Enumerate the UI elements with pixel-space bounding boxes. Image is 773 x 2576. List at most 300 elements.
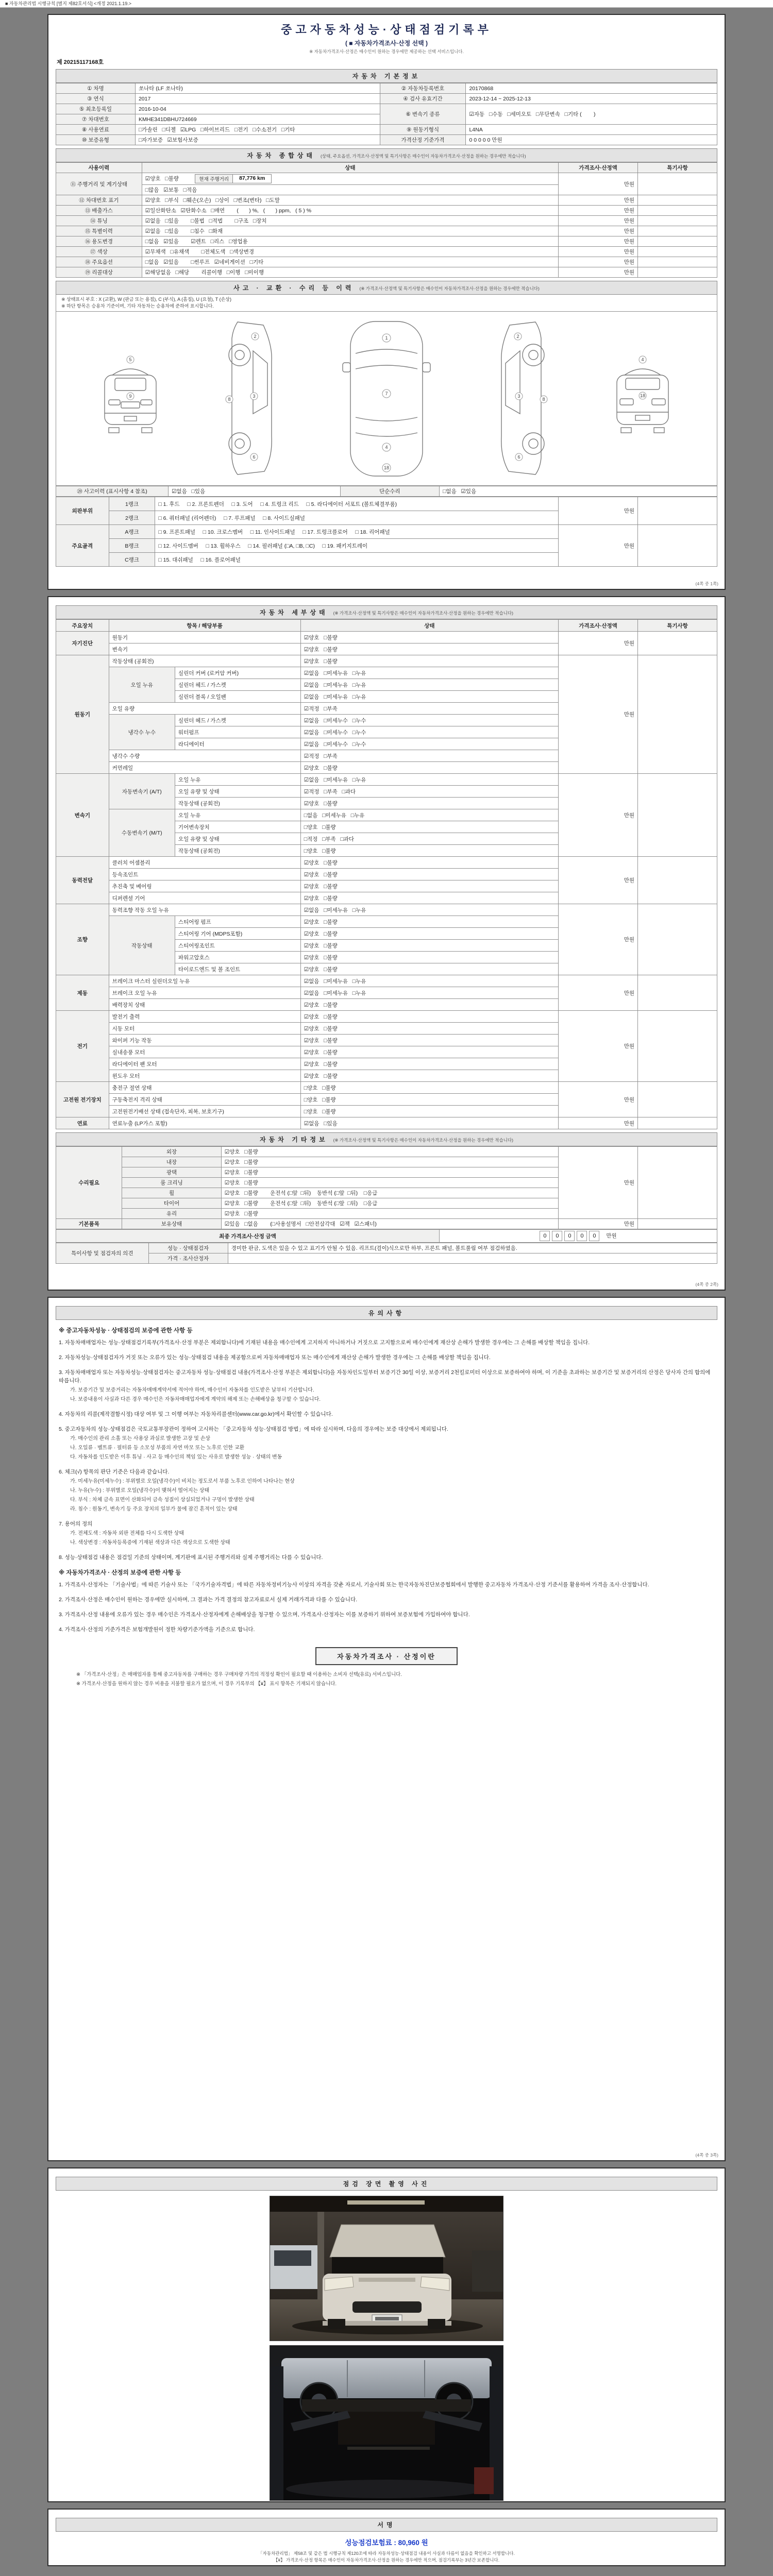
checkbox-state-cell[interactable]: ☑양호 □불량 <box>300 940 558 952</box>
checkbox-state-cell[interactable]: ☑양호 □불량 현재 주행거리 87,776 km <box>142 173 558 185</box>
document-subtitle: ( ■ 자동차가격조사·산정 선택 ) <box>345 40 428 47</box>
final-amount-value <box>440 1230 717 1243</box>
basic-field-value: KMHE341DBHU724669 <box>135 114 380 125</box>
item-label: 오일 유량 및 상태 <box>175 833 300 845</box>
notice-text: 7. 용어의 정의 <box>59 1521 93 1527</box>
item-label: 파워고압호스 <box>175 952 300 963</box>
form-page-photos <box>47 2167 726 2502</box>
document-header <box>56 20 717 55</box>
price-cell: 만원 <box>559 525 638 567</box>
notice-text: 2. 가격조사·산정은 매수인이 원하는 경우에만 실시하며, 그 결과는 가격 결정의 참고자료로서 실제 거래가격과 다를 수 있습니다. <box>59 1597 358 1603</box>
checkbox-state-cell[interactable]: □양호 □불량 <box>300 1106 558 1117</box>
notice-text: 6. 체크(√) 항목의 판단 기준은 다음과 같습니다. <box>59 1469 170 1475</box>
item-label: 구동축전지 격리 상태 <box>109 1094 300 1106</box>
svg-text:1: 1 <box>385 335 388 341</box>
item-label: 고전원전기배선 상태 (접속단자, 피복, 보호기구) <box>109 1106 300 1117</box>
basic-field-label: 가격산정 기준가격 <box>380 135 466 145</box>
accident-history-checkboxes[interactable]: ☑없음 □있음 <box>169 486 341 497</box>
notice-item <box>59 1581 714 1589</box>
appraiser-comment <box>228 1253 717 1264</box>
car-rear-view-diagram <box>604 352 681 445</box>
usage-item-label: ⑮ 특별이력 <box>56 226 142 236</box>
checkbox-state-cell[interactable]: ☑적정 □부족 <box>300 703 558 715</box>
column-header: 특기사항 <box>638 620 717 632</box>
checkbox-state-cell[interactable]: ☑없음 □미세누수 □누수 <box>300 726 558 738</box>
odometer-label: 현재 주행거리 <box>195 175 233 183</box>
notice-section-2 <box>56 1568 717 1634</box>
basic-field-value: 2023-12-14 ~ 2025-12-13 <box>466 94 717 104</box>
usage-item-label: ⑰ 색상 <box>56 247 142 257</box>
section-title-basic-info: 자동차 기본정보 <box>56 69 717 83</box>
notice-text: 3. 자동차매매업자 또는 자동차성능·상태점검자는 중고자동차 성능·상태점검 내용(가격조사·산정 부분은 제외합니다)을 자동차인도일부터 보증기간 30일 이상, 보증거리 2천킬로미터 이상으로 보증하여야 하며, 이 기준을 초과하는 보증기간 및 보증거리의 산정은 당사자 간의 합의에 따릅니다. <box>59 1369 711 1384</box>
panel-category-label: 주요골격 <box>56 525 109 567</box>
price-cell: 만원 <box>559 904 638 975</box>
notice-item <box>59 1520 714 1547</box>
checkbox-state-cell[interactable]: □적정 □부족 □과다 <box>300 833 558 845</box>
form-page-notices <box>47 1297 726 2161</box>
checkbox-state-cell[interactable]: ☑양호 □불량 <box>221 1167 558 1178</box>
section-title-etc: 자동차 기타정보 (※ 가격조사·산정액 및 특기사항은 매수인이 자동차가격조사·산정을 원하는 경우에만 적습니다) <box>56 1132 717 1146</box>
item-label: 오일 유량 <box>109 703 300 715</box>
accident-history-label: ⑳ 사고이력 (표시사항 4 참조) <box>56 486 169 497</box>
svg-text:2: 2 <box>254 333 257 339</box>
checkbox-state-cell[interactable]: ☑적정 □부족 <box>300 750 558 762</box>
item-label: 휠 <box>122 1188 221 1198</box>
column-header: 특기사항 <box>638 163 717 173</box>
section-title-detail: 자동차 세부상태 (※ 가격조사·산정액 및 특기사항은 매수인이 자동차가격조사·산정을 원하는 경우에만 적습니다) <box>56 605 717 619</box>
svg-text:8: 8 <box>542 396 545 402</box>
checkbox-state-cell[interactable]: ☑없음 □미세누수 □누수 <box>300 715 558 726</box>
remark-cell <box>638 632 717 655</box>
item-label: 타이어 <box>122 1198 221 1209</box>
remark-cell <box>638 1219 717 1229</box>
checkbox-state-cell[interactable]: □양호 □불량 <box>300 1082 558 1094</box>
item-label: 디퍼렌셜 기어 <box>109 892 300 904</box>
checkbox-state-cell[interactable]: ☑양호 □불량 <box>300 632 558 643</box>
notice-text: 1. 가격조사·산정자는 「기술사법」에 따른 기술사 또는 「국가기술자격법」에 따른 자동차정비기능사 이상의 자격을 갖춘 자로서, 기술사회 또는 한국자동차진단보증협회에서 발행한 중고자동차 가격조사·산정 기준서를 활용하여 가격을 조사·산정합니다. <box>59 1582 649 1588</box>
notice-item <box>59 1425 714 1461</box>
notice-subtext: 라. 침수 : 원동기, 변속기 등 주요 장치의 일부가 물에 잠긴 흔적이 있는 상태 <box>70 1506 238 1512</box>
price-cell: 만원 <box>559 1082 638 1117</box>
accident-note: (※ 가격조사·산정액 및 특기사항은 매수인이 자동차가격조사·산정을 원하는 경우에만 적습니다) <box>359 286 540 291</box>
checkbox-state-cell[interactable]: ☑양호 □불량 <box>300 857 558 869</box>
panel-checkbox-cell[interactable]: □ 9. 프론트패널 □ 10. 크로스멤버 □ 11. 인사이드패널 □ 17. 트렁크플로어 □ 18. 리어패널 <box>155 525 559 539</box>
basic-field-label: ⑧ 사용연료 <box>56 125 136 135</box>
form-page-1 <box>47 14 726 590</box>
item-label: 오일 누유 <box>175 809 300 821</box>
checkbox-state-cell[interactable]: ☑없음 □미세누유 □누유 <box>300 691 558 703</box>
etc-group-label: 수리필요 <box>56 1147 122 1219</box>
remark-cell <box>638 857 717 904</box>
column-header: 주요장치 <box>56 620 109 632</box>
basic-field-label: ⑦ 차대번호 <box>56 114 136 125</box>
notice-item <box>59 1625 714 1634</box>
basic-field-value: 0 0 0 0 0 만원 <box>466 135 717 145</box>
item-label: 오일 누유 <box>175 774 300 786</box>
checkbox-state-cell[interactable]: □양호 □불량 <box>300 845 558 857</box>
checkbox-state-cell[interactable]: ☑없음 □미세누유 □누유 <box>300 975 558 987</box>
remark-cell <box>638 236 717 247</box>
checkbox-state-cell[interactable]: ☑양호 □불량 <box>221 1157 558 1167</box>
signature-statement-1: 「자동차관리법」 제58조 및 같은 법 시행규칙 제120조에 따라 자동차성능·상태점검 내용이 사실과 다름이 없음을 확인하고 서명합니다. <box>258 2551 515 2556</box>
damage-code-legend-line1: ※ 상태표시 부호 : X (교환), W (판금 또는 용접), C (부식), A (흠집), U (요철), T (손상) <box>61 297 231 302</box>
basic-field-label: ⑤ 최초등록일 <box>56 104 136 114</box>
checkbox-state-cell[interactable]: ☑없음 □미세누유 □누유 <box>300 904 558 916</box>
device-group-label: 동력전달 <box>56 857 109 904</box>
item-label: 실린더 블록 / 오일팬 <box>175 691 300 703</box>
price-survey-box-notes <box>56 1671 717 1688</box>
checkbox-state-cell[interactable]: ☑무채색 □유채색 □전체도색 □색상변경 <box>142 247 558 257</box>
device-group-label: 원동기 <box>56 655 109 774</box>
notice-item <box>59 1468 714 1513</box>
notice-item <box>59 1553 714 1562</box>
amount-digit: 0 <box>577 1231 587 1241</box>
column-header: 상태 <box>142 163 558 173</box>
checkbox-state-cell[interactable]: ☑없음 □미세누수 □누수 <box>300 738 558 750</box>
svg-text:7: 7 <box>385 391 388 396</box>
item-label: 브레이크 오일 누유 <box>109 987 300 999</box>
checkbox-state-cell[interactable]: ☑양호 □불량 <box>300 999 558 1011</box>
simple-repair-label: 단순수리 <box>340 486 439 497</box>
checkbox-state-cell[interactable]: ☑양호 □불량 <box>300 762 558 774</box>
page-footer-1: (4쪽 중 1쪽) <box>695 581 718 586</box>
checkbox-state-cell[interactable]: ☑양호 □불량 <box>300 1070 558 1082</box>
item-label: 유리 <box>122 1209 221 1219</box>
remark-cell <box>638 1147 717 1219</box>
notice-subtext: 나. 누유(누수) : 부위별로 오일(냉각수)이 맺혀서 떨어지는 상태 <box>70 1488 210 1494</box>
basic-field-label: ① 차명 <box>56 83 136 94</box>
checkbox-state-cell[interactable]: □많음 ☑보통 □적음 <box>142 185 558 195</box>
checkbox-state-cell[interactable]: ☑양호 □불량 <box>300 963 558 975</box>
checkbox-state-cell[interactable]: ☑있음 □없음 (□사용설명서 □안전삼각대 ☑잭 ☑스패너) <box>221 1219 558 1229</box>
checkbox-state-cell[interactable]: ☑양호 □불량 <box>300 643 558 655</box>
column-header: 사용이력 <box>56 163 142 173</box>
page-footer-3: (4쪽 중 3쪽) <box>695 2153 718 2158</box>
amount-digit: 0 <box>552 1231 562 1241</box>
checkbox-state-cell[interactable]: ☑일산화탄소 ☑탄화수소 □매연 ( ) %, ( ) ppm, ( 5 ) % <box>142 206 558 216</box>
remark-cell <box>638 216 717 226</box>
price-cell: 만원 <box>559 216 638 226</box>
device-group-label: 제동 <box>56 975 109 1011</box>
inspector-opinion-table <box>56 1243 717 1264</box>
price-cell: 만원 <box>559 257 638 267</box>
item-label: 브레이크 마스터 실린더오일 누유 <box>109 975 300 987</box>
checkbox-state-cell[interactable]: ☑해당없음 □해당 리콜이행 □이행 □미이행 <box>142 267 558 278</box>
remark-cell <box>638 173 717 195</box>
item-label: 내장 <box>122 1157 221 1167</box>
price-cell: 만원 <box>559 497 638 525</box>
detail-condition-table <box>56 619 717 1129</box>
etc-note: (※ 가격조사·산정액 및 특기사항은 매수인이 자동차가격조사·산정을 원하는 경우에만 적습니다) <box>333 1138 513 1143</box>
car-right-side-diagram <box>493 314 552 484</box>
rank-label: B랭크 <box>109 539 155 553</box>
checkbox-state-cell[interactable]: ☑없음 □있음 □불법 □적법 □구조 □장치 <box>142 216 558 226</box>
checkbox-state-cell[interactable]: ☑양호 □불량 <box>300 655 558 667</box>
checkbox-state-cell[interactable]: ☑양호 □불량 <box>300 1046 558 1058</box>
item-label: 워터펌프 <box>175 726 300 738</box>
section-title-signature: 서명 <box>56 2518 717 2532</box>
remark-cell <box>638 226 717 236</box>
checkbox-state-cell[interactable]: ☑양호 □불량 <box>300 928 558 940</box>
device-group-label: 전기 <box>56 1011 109 1082</box>
amount-digit: 0 <box>564 1231 575 1241</box>
simple-repair-checkboxes[interactable]: □없음 ☑있음 <box>440 486 717 497</box>
device-group-label: 고전원 전기장치 <box>56 1082 109 1117</box>
usage-item-label: ⑫ 차대번호 표기 <box>56 195 142 206</box>
checkbox-state-cell[interactable]: ☑양호 □불량 <box>300 1023 558 1035</box>
checkbox-state-cell[interactable]: ☑양호 □불량 <box>300 1035 558 1046</box>
checkbox-state-cell[interactable]: ☑양호 □불량 운전석 (□앞 □뒤) 동반석 (□앞 □뒤) □응급 <box>221 1198 558 1209</box>
price-cell: 만원 <box>559 206 638 216</box>
basic-field-value: 20170868 <box>466 83 717 94</box>
checkbox-state-cell[interactable]: ☑없음 □미세누유 □누유 <box>300 667 558 679</box>
rank-label: C랭크 <box>109 553 155 567</box>
detail-note: (※ 가격조사·산정액 및 특기사항은 매수인이 자동차가격조사·산정을 원하는 경우에만 적습니다) <box>333 611 513 616</box>
remark-cell <box>638 497 717 525</box>
svg-text:4: 4 <box>385 444 388 450</box>
page-footer-2: (4쪽 중 2쪽) <box>695 1282 718 1287</box>
notice-subtext: 다. 부식 : 차체 금속 표면이 산화되어 금속 성질이 상실되었거나 구멍이 발생한 상태 <box>70 1497 255 1503</box>
price-cell: 만원 <box>559 247 638 257</box>
checkbox-state-cell[interactable]: ☑양호 □불량 운전석 (□앞 □뒤) 동반석 (□앞 □뒤) □응급 <box>221 1188 558 1198</box>
item-label: 발전기 출력 <box>109 1011 300 1023</box>
item-label: 변속기 <box>109 643 300 655</box>
item-label: 작동상태 (공회전) <box>175 798 300 809</box>
notice-text: 1. 자동차매매업자는 성능·상태점검기록부(가격조사·산정 부분은 제외합니다)에 기재된 내용을 매수인에게 고지하지 아니하거나 거짓으로 고지함으로써 매수인에게 재산상 손해가 발생한 경우에는 그 손해를 배상할 책임을 집니다. <box>59 1340 590 1346</box>
panel-checkbox-cell[interactable]: □ 6. 쿼터패널 (리어펜더) □ 7. 루프패널 □ 8. 사이드실패널 <box>155 511 559 525</box>
checkbox-state-cell[interactable]: ☑없음 □미세누유 □누유 <box>300 774 558 786</box>
svg-text:4: 4 <box>641 357 644 362</box>
notice-text: 5. 중고자동차의 성능·상태점검은 국토교통부장관이 정하여 고시하는 「중고자동차 성능·상태점검 방법」에 따라 실시하며, 다음의 경우에는 보증 대상에서 제외됩니다. <box>59 1426 448 1432</box>
car-top-view-diagram <box>332 315 441 482</box>
item-label: 실린더 헤드 / 가스켓 <box>175 715 300 726</box>
usage-item-label: ⑲ 리콜대상 <box>56 267 142 278</box>
notice-subtext: 나. 오일류 · 벨트류 · 필터류 등 소모성 부품의 자연 마모 또는 노후로 인한 교환 <box>70 1445 245 1451</box>
checkbox-state-cell[interactable]: ☑적정 □부족 □과다 <box>300 786 558 798</box>
notice-subtext: 가. 전체도색 : 자동차 외판 전체를 다시 도색한 상태 <box>70 1531 184 1536</box>
notice-text: 2. 자동차성능·상태점검자가 거짓 또는 오류가 있는 성능·상태점검 내용을 제공함으로써 자동차매매업자 또는 매수인에게 재산상 손해가 발생한 경우에는 그 손해를 배상할 책임을 집니다. <box>59 1354 491 1361</box>
price-cell: 만원 <box>559 774 638 857</box>
price-cell: 만원 <box>559 1219 638 1229</box>
notice-section-1-items <box>59 1338 714 1562</box>
rank-label: 2랭크 <box>109 511 155 525</box>
checkbox-state-cell[interactable]: ☑양호 □부식 □훼손(오손) □상이 □변조(변타) □도말 <box>142 195 558 206</box>
basic-info-table <box>56 83 717 145</box>
device-group-label: 자기진단 <box>56 632 109 655</box>
sub-group-label: 작동상태 <box>109 916 175 975</box>
item-label: 기어변속장치 <box>175 821 300 833</box>
panel-category-label: 외판부위 <box>56 497 109 525</box>
item-label: 윈도우 모터 <box>109 1070 300 1082</box>
checkbox-state-cell[interactable]: ☑양호 □불량 <box>300 880 558 892</box>
item-label: 룸 크리닝 <box>122 1178 221 1188</box>
remark-cell <box>638 774 717 857</box>
checkbox-state-cell[interactable]: ☑양호 □불량 <box>300 1011 558 1023</box>
form-page-2 <box>47 596 726 1291</box>
column-header: 가격조사·산정액 <box>559 620 638 632</box>
basic-field-value[interactable]: □가솔린 □디젤 ☑LPG □하이브리드 □전기 □수소전기 □기타 <box>135 125 380 135</box>
notice-item <box>59 1338 714 1347</box>
checkbox-state-cell[interactable]: ☑양호 □불량 <box>300 1058 558 1070</box>
item-label: 커먼레일 <box>109 762 300 774</box>
notice-subtext: 가. 매수인의 관리 소홀 또는 사용상 과실로 발생한 고장 및 손상 <box>70 1436 211 1442</box>
checkbox-state-cell[interactable]: ☑양호 □불량 <box>221 1147 558 1157</box>
svg-text:3: 3 <box>253 393 256 399</box>
item-label: 라디에이터 <box>175 738 300 750</box>
checkbox-state-cell[interactable]: ☑양호 □불량 <box>300 916 558 928</box>
notice-text: 4. 가격조사·산정의 기준가격은 보험개발원이 정한 차량기준가액을 기준으로 합니다. <box>59 1626 255 1633</box>
notice-item <box>59 1596 714 1604</box>
final-amount-label: 최종 가격조사·산정 금액 <box>56 1230 440 1243</box>
svg-text:3: 3 <box>517 393 520 399</box>
svg-text:18: 18 <box>640 393 646 398</box>
device-group-label: 조향 <box>56 904 109 975</box>
inspection-photo-underbody <box>270 2345 503 2501</box>
amount-digit: 0 <box>589 1231 599 1241</box>
notice-item <box>59 1353 714 1362</box>
item-label: 실린더 커버 (로커암 커버) <box>175 667 300 679</box>
item-label: 실린더 헤드 / 가스켓 <box>175 679 300 691</box>
panel-rank-table <box>56 497 717 567</box>
basic-field-value: 2017 <box>135 94 380 104</box>
basic-field-label: ⑩ 보증유형 <box>56 135 136 145</box>
odometer-value: 87,776 km <box>239 175 265 181</box>
sub-group-label: 자동변속기 (A/T) <box>109 774 175 809</box>
price-survey-note: ※ 「가격조사·산정」은 매매업자를 통해 중고자동차를 구매하는 경우 구매차량 가격의 적정성 확인이 필요할 때 이용하는 소비자 선택(유료) 서비스입니다. <box>76 1672 402 1677</box>
price-cell: 만원 <box>559 195 638 206</box>
price-cell: 만원 <box>559 857 638 904</box>
item-label: 등속조인트 <box>109 869 300 880</box>
section-title-photos: 점검 장면 촬영 사진 <box>56 2177 717 2191</box>
notice-subtext: 나. 색상변경 : 자동차등록증에 기재된 색상과 다른 색상으로 도색한 상태 <box>70 1540 230 1546</box>
checkbox-state-cell[interactable]: □없음 □미세누유 □누유 <box>300 809 558 821</box>
item-label: 배력장치 상태 <box>109 999 300 1011</box>
device-group-label: 연료 <box>56 1117 109 1129</box>
svg-text:8: 8 <box>228 396 231 402</box>
price-cell: 만원 <box>559 1147 638 1219</box>
section-title-notices: 유의사항 <box>56 1306 717 1320</box>
checkbox-state-cell[interactable]: ☑없음 □있음 <box>300 1117 558 1129</box>
notice-item <box>59 1611 714 1619</box>
checkbox-state-cell[interactable]: ☑양호 □불량 <box>300 892 558 904</box>
price-cell: 만원 <box>559 1011 638 1082</box>
price-cell: 만원 <box>559 267 638 278</box>
checkbox-state-cell[interactable]: ☑없음 □미세누유 □누유 <box>300 679 558 691</box>
item-label: 작동상태 (공회전) <box>175 845 300 857</box>
notice-subtext: 가. 미세누유(미세누수) : 부위별로 오일(냉각수)이 비치는 정도로서 부품 노후로 인하여 나타나는 현상 <box>70 1479 295 1484</box>
sub-group-label: 오일 누유 <box>109 667 175 703</box>
notice-section-2-items <box>59 1581 714 1634</box>
price-cell: 만원 <box>559 632 638 655</box>
odometer-box <box>195 174 272 183</box>
checkbox-state-cell[interactable]: ☑없음 □있음 □침수 □화재 <box>142 226 558 236</box>
notice-text: 4. 자동차의 리콜(제작결함시정) 대상 여부 및 그 이행 여부는 자동차리콜센터(www.car.go.kr)에서 확인할 수 있습니다. <box>59 1411 333 1417</box>
basic-field-value: L4NA <box>466 125 717 135</box>
svg-text:5: 5 <box>129 357 132 362</box>
checkbox-state-cell[interactable]: ☑양호 □불량 <box>221 1209 558 1219</box>
remark-cell <box>638 904 717 975</box>
car-left-side-diagram <box>221 314 280 484</box>
svg-text:6: 6 <box>253 454 256 460</box>
panel-checkbox-cell[interactable]: □ 12. 사이드멤버 □ 13. 휠하우스 □ 14. 필러패널 (□A, □B, □C) □ 19. 패키지트레이 <box>155 539 559 553</box>
item-label: 충전구 절연 상태 <box>109 1082 300 1094</box>
checkbox-state-cell[interactable]: □양호 □불량 <box>300 1094 558 1106</box>
inspection-photo-front <box>270 2196 503 2341</box>
sub-group-label: 냉각수 누수 <box>109 715 175 750</box>
document-number: 제 20215117168호 <box>57 59 104 65</box>
checkbox-state-cell[interactable]: ☑양호 □불량 <box>300 869 558 880</box>
panel-checkbox-cell[interactable]: □ 15. 대쉬패널 □ 16. 플로어패널 <box>155 553 559 567</box>
final-amount-digits <box>540 1233 601 1239</box>
remark-cell <box>638 1117 717 1129</box>
basic-field-label: ③ 연식 <box>56 94 136 104</box>
notice-subtext: 가. 보증기간 및 보증거리는 자동차매매계약서에 적어야 하며, 매수인이 자동차를 인도받은 날부터 기산합니다. <box>70 1387 314 1393</box>
amount-digit: 0 <box>540 1231 550 1241</box>
item-label: 오일 유량 및 상태 <box>175 786 300 798</box>
column-header: 상태 <box>300 620 558 632</box>
notice-text: 8. 성능·상태점검 내용은 점검일 기준의 상태이며, 계기판에 표시된 주행거리와 실제 주행거리는 다를 수 있습니다. <box>59 1554 323 1561</box>
basic-field-label: ④ 검사 유효기간 <box>380 94 466 104</box>
etc-info-table <box>56 1146 717 1229</box>
checkbox-state-cell[interactable]: ☑없음 □미세누유 □누유 <box>300 987 558 999</box>
remark-cell <box>638 257 717 267</box>
remark-cell <box>638 525 717 567</box>
remark-cell <box>638 1011 717 1082</box>
basic-field-label: ⑨ 원동기형식 <box>380 125 466 135</box>
item-label: 스티어링 기어 (MDPS포함) <box>175 928 300 940</box>
device-group-label: 변속기 <box>56 774 109 857</box>
document-title: 중고자동차성능·상태점검기록부 <box>281 23 492 36</box>
remark-cell <box>638 267 717 278</box>
basic-field-value[interactable]: □자가보증 ☑보험사보증 <box>135 135 380 145</box>
checkbox-state-cell[interactable]: □양호 □불량 <box>300 821 558 833</box>
checkbox-state-cell[interactable]: □없음 ☑있음 □썬루프 ☑네비게이션 □기타 <box>142 257 558 267</box>
basic-field-value: 2016-10-04 <box>135 104 380 114</box>
price-cell: 만원 <box>559 1117 638 1129</box>
price-cell: 만원 <box>559 173 638 195</box>
checkbox-state-cell[interactable]: □없음 ☑있음 ☑렌트 □리스 □영업용 <box>142 236 558 247</box>
appraiser-role-label: 가격 · 조사산정자 <box>148 1253 228 1264</box>
item-label: 스티어링 펌프 <box>175 916 300 928</box>
inspection-insurance-fee: 성능점검보험료 : 80,960 원 <box>345 2539 428 2547</box>
checkbox-state-cell[interactable]: ☑양호 □불량 <box>300 798 558 809</box>
column-header: 항목 / 해당부품 <box>109 620 300 632</box>
price-cell: 만원 <box>559 226 638 236</box>
remark-cell <box>638 206 717 216</box>
checkbox-state-cell[interactable]: ☑양호 □불량 <box>221 1178 558 1188</box>
basic-field-value[interactable]: ☑자동 □수동 □세미오토 □무단변속 □기타 ( ) <box>466 104 717 125</box>
checkbox-state-cell[interactable]: ☑양호 □불량 <box>300 952 558 963</box>
notice-subtext: 나. 보증내용이 사실과 다른 경우 매수인은 자동차매매업자에게 계약의 해제 또는 손해배상을 청구할 수 있습니다. <box>70 1397 321 1402</box>
notice-section-2-title: ※ 자동차가격조사 · 산정의 보증에 관한 사항 등 <box>59 1570 181 1576</box>
form-page-signature <box>47 2509 726 2566</box>
item-label: 실내송풍 모터 <box>109 1046 300 1058</box>
item-label: 와이퍼 기능 작동 <box>109 1035 300 1046</box>
sub-group-label: 수동변속기 (M/T) <box>109 809 175 857</box>
panel-checkbox-cell[interactable]: □ 1. 후드 □ 2. 프론트펜더 □ 3. 도어 □ 4. 트렁크 리드 □ 5. 라디에이터 서포트 (볼트체결부품) <box>155 497 559 511</box>
overall-condition-table <box>56 162 717 278</box>
item-label: 라디에이터 팬 모터 <box>109 1058 300 1070</box>
photo-list <box>56 2196 717 2505</box>
remark-cell <box>638 195 717 206</box>
basic-field-value: 쏘나타 (LF 쏘나타) <box>135 83 380 94</box>
item-label: 광택 <box>122 1167 221 1178</box>
overall-note: (상태, 주요옵션, 가격조사·산정액 및 특기사항은 매수인이 자동차가격조사·산정을 원하는 경우에만 적습니다) <box>320 154 526 159</box>
car-damage-diagrams <box>56 312 717 486</box>
item-label: 작동상태 (공회전) <box>109 655 300 667</box>
opinion-section-label: 특이사항 및 점검자의 의견 <box>56 1243 149 1264</box>
usage-item-label: ⑭ 튜닝 <box>56 216 142 226</box>
